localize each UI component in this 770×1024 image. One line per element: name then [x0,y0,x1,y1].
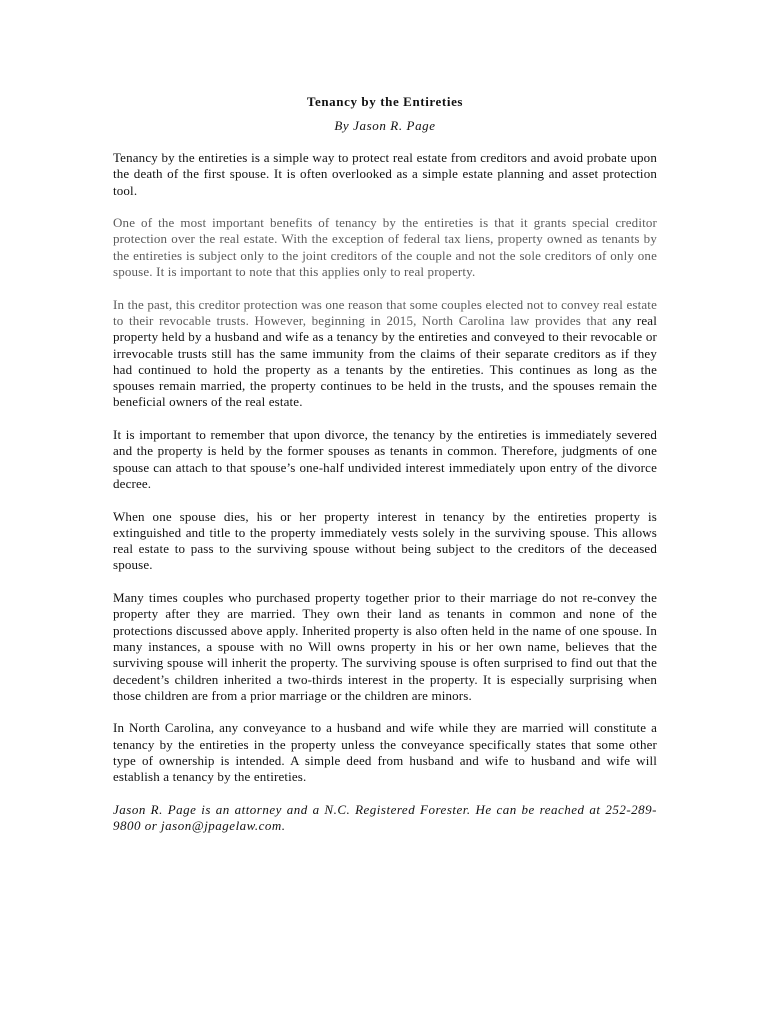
paragraph-intro: Tenancy by the entireties is a simple way to protect real estate from creditors and avoid probate upon the death of the first spouse. It is often overlooked as a simple estate planning and asset protection tool. [113,150,657,198]
paragraph-creditor-protection: One of the most important benefits of tenancy by the entireties is that it grants special creditor protection over the real estate. With the exception of federal tax liens, property owned as tenants by the entireties is subject only to the joint creditors of the couple and not the sole creditors of only one spouse. It is important to note that this applies only to real property. [113,215,657,280]
paragraph-divorce: It is important to remember that upon divorce, the tenancy by the entireties is immediately severed and the property is held by the former spouses as tenants in common. Therefore, judgments of one spouse can attach to that spouse’s one-half undivided interest immediately upon entry of the divorce decree. [113,427,657,491]
paragraph-trusts [113,297,657,411]
article-body [113,150,657,851]
paragraph-spouse-death: When one spouse dies, his or her property interest in tenancy by the entireties property is extinguished and title to the property immediately vests solely in the surviving spouse. This allows real estate to pass to the surviving spouse without being subject to the creditors of the deceased spouse. [113,508,657,573]
paragraph-reconvey: Many times couples who purchased property together prior to their marriage do not re-convey the property after they are married. They own their land as tenants in common and none of the protections discussed above apply. Inherited property is also often held in the name of one spouse. In many instances, a spouse with no Will owns property in his or her own name, believes that the surviving spouse will inherit the property. The surviving spouse is often surprised to find out that the decedent’s children inherited a two-thirds interest in the property. It is especially surprising when those children are from a prior marriage or the children are minors. [113,590,657,703]
document-title: Tenancy by the Entireties [306,94,464,109]
author-signature: Jason R. Page is an attorney and a N.C. Registered Forester. He can be reached at 252-289-9800 or jason@jpagelaw.com. [113,801,657,834]
paragraph-trusts-text: ny real property held by a husband and wife as a tenancy by the entireties and conveyed to their revocable or irrevocable trusts still has the same immunity from the claims of their separate creditors as if they had continued to hold the property as a tenants by the entireties. This continues as long as the spouses remain married, the property continues to be held in the trusts, and the spouses remain the beneficial owners of the real estate. [113,312,657,410]
author-byline: By Jason R. Page [334,118,436,133]
paragraph-north-carolina: In North Carolina, any conveyance to a husband and wife while they are married will constitute a tenancy by the entireties in the property unless the conveyance specifically states that some other type of ownership is intended. A simple deed from husband and wife to husband and wife will establish a tenancy by the entireties. [113,720,657,785]
paragraph-trusts-muted-text: In the past, this creditor protection was one reason that some couples elected not to convey real estate to their revocable trusts. However, beginning in 2015, North Carolina law provides that a [113,296,657,328]
